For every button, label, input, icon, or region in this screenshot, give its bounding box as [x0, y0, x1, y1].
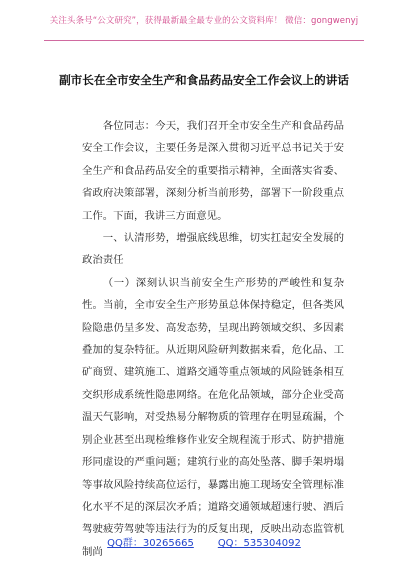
footer-qq-group[interactable]: QQ群：30265665	[107, 538, 194, 549]
paragraph-greeting: 各位同志：今天，我们召开全市安全生产和食品药品安全工作会议，主要任务是深入贯彻习近平总书记关于安全生产和食品药品安全的重要指示精神，全面落实省委、省政府决策部署，深刻分析当前形势，部署下一阶段重点工作。下面，我讲三方面意见。	[82, 120, 344, 222]
header-banner: 关注头条号“公文研究”，获得最新最全最专业的公文资料库！ 微信：gongwenyj	[49, 16, 359, 26]
document-title: 副市长在全市安全生产和食品药品安全工作会议上的讲话	[59, 73, 349, 87]
header-divider	[44, 40, 364, 41]
document-body	[82, 115, 344, 563]
section-heading-1: 一、认清形势，增强底线思维，切实扛起安全发展的政治责任	[82, 232, 344, 267]
footer-contact	[0, 534, 408, 549]
paragraph-subsection-1: （一）深刻认识当前安全生产形势的严峻性和复杂性。当前，全市安全生产形势虽总体保持稳定，但各类风险隐患仍呈多发、高发态势，呈现出跨领域交织、多因素叠加的复杂特征。从近期风险研判数据来看，危化品、工矿商贸、建筑施工、道路交通等重点领域的风险链条相互交织形成系统性隐患网络。在危化品领域，部分企业受高温天气影响，对受热易分解物质的管理存在明显疏漏，个别企业甚至出现检维修作业安全规程流于形式、防护措施形同虚设的严重问题；建筑行业的高处坠落、脚手架坍塌等事故风险持续高位运行，暴露出施工现场安全管理标准化水平不足的深层次矛盾；道路交通领域超速行驶、酒后驾驶疲劳驾驶等违法行为的反复出现，反映出动态监管机制尚	[82, 276, 344, 558]
footer-qq[interactable]: QQ：535304092	[217, 538, 301, 549]
